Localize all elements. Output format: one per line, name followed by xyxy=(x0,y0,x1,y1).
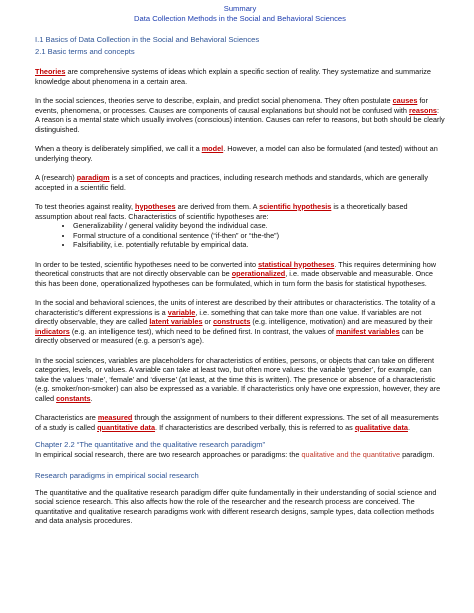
paragraph-paradigm: A (research) paradigm is a set of concepts and practices, including research methods and standards, which are generally accepted in a scientific field. xyxy=(35,173,429,192)
list-item: • Formal structure of a conditional sentence (“if-then” or “the-the”) xyxy=(73,231,445,241)
title-line-summary: Summary xyxy=(223,4,257,13)
subheading-research-paradigms: Research paradigms in empirical social research xyxy=(35,470,199,480)
keyword-variable: variable xyxy=(167,307,196,317)
paragraph-constants: In the social sciences, variables are placeholders for characteristics of entities, persons, or objects that can take on different categories, levels, or values. A variable can take at least two, but often more values: the variable ‘gender’, for example, can take the values ‘male’, ‘female’ and ‘diverse’ (at least, at the time this is written). The presence or absence of a characteristic (e.g. smoker/non-smoker) can also be expressed as a variable. If characteristics only have one expression, however, they are called constants. xyxy=(35,355,441,403)
highlight-qualitative-quantitative: qualitative and the quantitative xyxy=(301,450,401,459)
keyword-causes: causes xyxy=(392,96,418,105)
list-item: • Generalizability / general validity beyond the individual case. xyxy=(73,221,445,231)
paragraph-hypotheses: To test theories against reality, hypotheses are derived from them. A scientific hypothesis is a theoretically based assumption about real facts. Characteristics of scientific hypotheses are: xyxy=(35,202,408,221)
keyword-hypotheses: hypotheses xyxy=(135,202,176,211)
document-page xyxy=(35,4,445,526)
chapter-heading-2-2: Chapter 2.2 “The quantitative and the qualitative research paradigm” xyxy=(35,440,266,449)
keyword-theories: Theories xyxy=(35,67,66,76)
document-title xyxy=(35,4,445,24)
section-heading-2-1: 2.1 Basic terms and concepts xyxy=(35,47,135,56)
hypothesis-characteristics-list xyxy=(35,221,445,250)
paragraph-causes: In the social sciences, theories serve to describe, explain, and predict social phenomena. They often postulate causes for events, phenomena, or processes. Causes are components of causal explanations but should not be confused with reasons: A reason is a mental state which usually involves (conscious) intention. Causes can refer to reasons, but both should be clearly distinguished. xyxy=(35,96,445,134)
keyword-scientific-hypothesis: scientific hypothesis xyxy=(259,202,332,211)
keyword-model: model xyxy=(201,144,224,153)
keyword-constants: constants xyxy=(56,393,91,403)
paragraph-variables: In the social and behavioral sciences, the units of interest are described by their attributes or characteristics. The totality of a characteristic’s different expressions is a variable, i.e. something that can take more than one value. If variables are not directly observable, they are called latent variables or constructs (e.g. intelligence, motivation) and are measured by their indicators (e.g. an intelligence test), which need to be defined first. In contrast, the values of manifest variables can be directly observed or measured (e.g. a person’s age). xyxy=(35,298,436,345)
keyword-paradigm: paradigm xyxy=(76,173,110,182)
section-heading-1-1: I.1 Basics of Data Collection in the Social and Behavioral Sciences xyxy=(35,35,260,44)
keyword-quantitative-data: quantitative data xyxy=(97,422,156,432)
keyword-constructs: constructs xyxy=(213,317,251,326)
paragraph-measurement: Characteristics are measured through the assignment of numbers to their different expressions. The set of all measurements of a study is called quantitative data. If characteristics are described verbally, this is referred to as qualitative data. xyxy=(35,413,439,432)
keyword-reasons: reasons xyxy=(409,105,437,115)
title-line-subject: Data Collection Methods in the Social and Behavioral Sciences xyxy=(134,14,346,23)
keyword-measured: measured xyxy=(97,413,133,422)
paragraph-model: When a theory is deliberately simplified, we call it a model. However, a model can also be formulated (and tested) without an underlying theory. xyxy=(35,144,438,163)
keyword-manifest-variables: manifest variables xyxy=(335,326,400,336)
keyword-indicators: indicators xyxy=(35,326,70,336)
paragraph-statistical-hypotheses: In order to be tested, scientific hypotheses need to be converted into statistical hypotheses. This requires determining how theoretical constructs that are not directly observable can be operationalized, i.e. made observable and measurable. Once this has been done, operationalized hypotheses can be formulated, which in turn form the basis for statistical hypotheses. xyxy=(35,259,437,288)
paragraph-paradigms: In empirical social research, there are two research approaches or paradigms: the qualitative and the quantitative paradigm. xyxy=(35,450,435,459)
paragraph-paradigm-differences: The quantitative and the qualitative research paradigm differ quite fundamentally in their understanding of social science and social science research. This also affects how the role of the researcher and the research process are conceived. The quantitative and qualitative research paradigms work with different research designs, sample types, data collection methods and data analysis procedures. xyxy=(35,487,437,525)
keyword-operationalized: operationalized xyxy=(231,269,286,278)
paragraph-theories: Theories are comprehensive systems of ideas which explain a specific section of reality. They systematize and summarize knowledge about phenomena in a certain area. xyxy=(35,67,431,86)
keyword-statistical-hypotheses: statistical hypotheses xyxy=(258,259,335,269)
keyword-qualitative-data: qualitative data xyxy=(354,422,408,432)
keyword-latent-variables: latent variables xyxy=(149,317,203,326)
list-item: • Falsifiability, i.e. potentially refutable by empirical data. xyxy=(73,240,445,250)
